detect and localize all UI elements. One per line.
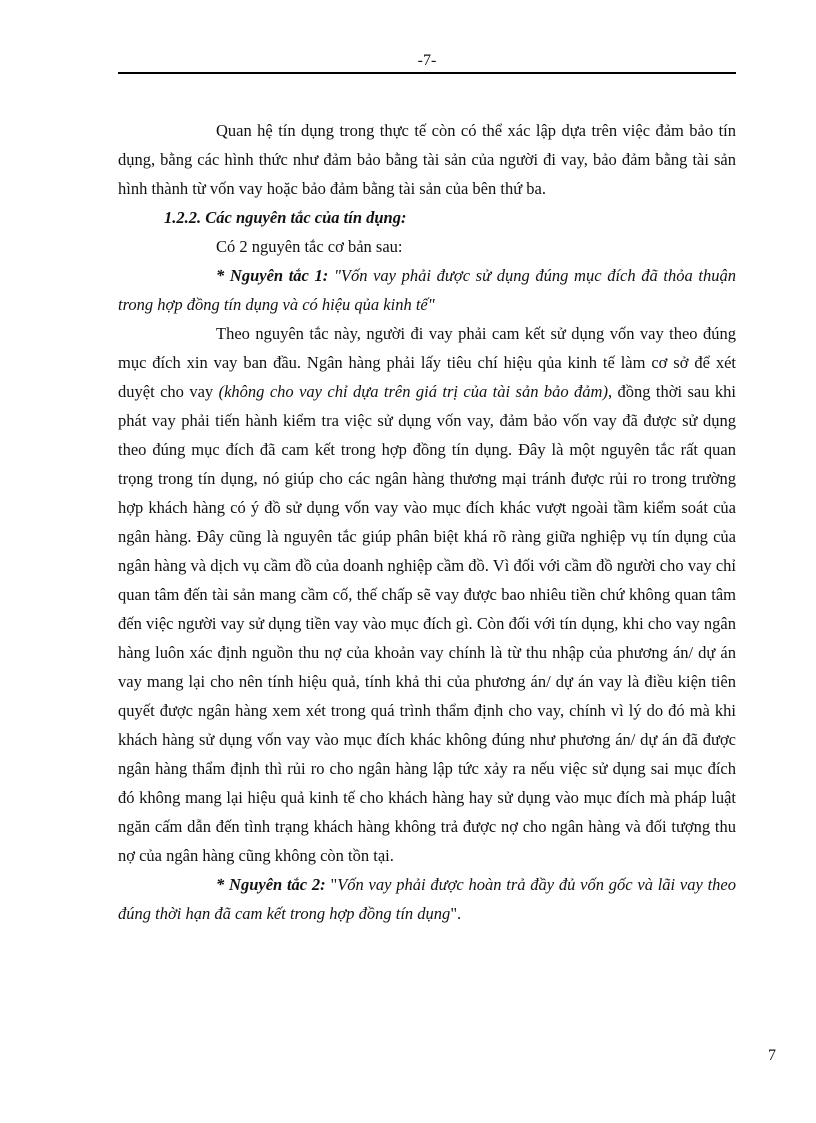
paragraph-credit-relations: Quan hệ tín dụng trong thực tế còn có thể xác lập dựa trên việc đảm bảo tín dụng, bằng các hình thức như đảm bảo bằng tài sản của người đi vay, bảo đảm bằng tài sản hình thành từ vốn vay hoặc bảo đảm bằng tài sản của bên thứ ba. [118,121,736,198]
explanation-part-2: , đồng thời sau khi phát vay phải tiến hành kiểm tra việc sử dụng vốn vay, đảm bảo vốn vay đã được sử dụng theo đúng mục đích đã cam kết trong hợp đồng tín dụng. Đây là một nguyên tắc rất quan trọng trong tín dụng, nó giúp cho các ngân hàng thương mại tránh được rủi ro trong trường hợp khách hàng có ý đồ sử dụng vốn vay vào mục đích khác vượt ngoài tầm kiểm soát của ngân hàng. Đây cũng là nguyên tắc giúp phân biệt khá rõ ràng giữa nghiệp vụ tín dụng của ngân hàng và dịch vụ cầm đồ của doanh nghiệp cầm đồ. Vì đối với cầm đồ người cho vay chỉ quan tâm đến tài sản mang cầm cố, thế chấp sẽ vay được bao nhiêu tiền chứ không quan tâm đến việc người vay sử dụng tiền vay vào mục đích gì. Còn đối với tín dụng, khi cho vay ngân hàng luôn xác định nguồn thu nợ của khoản vay chính là từ thu nhập của phương án/ dự án vay mang lại cho nên tính hiệu quả, tính khả thi của phương án/ dự án vay là điều kiện tiên quyết được ngân hàng xem xét trong quá trình thẩm định cho vay, chính vì lý do đó mà khi khách hàng sử dụng vốn vay vào mục đích khác không đúng như phương án/ dự án đã được ngân hàng thẩm định thì rủi ro cho ngân hàng lập tức xảy ra nếu việc sử dụng sai mục đích đó không mang lại hiệu quả kinh tế cho khách hàng hay sử dụng vào mục đích mà pháp luật ngăn cấm dẫn đến tình trạng khách hàng không trả được nợ cho ngân hàng và đối tượng thu nợ của ngân hàng cũng không còn tồn tại. [118,382,736,865]
principle-1-label: * Nguyên tắc 1: [216,266,329,285]
header-rule [118,72,736,74]
page-header: -7- [417,52,437,69]
principle-2 [118,870,736,928]
principle-2-text: Vốn vay phải được hoàn trả đầy đủ vốn gốc và lãi vay theo đúng thời hạn đã cam kết trong hợp đồng tín dụng [118,875,736,923]
explanation-italic: (không cho vay chỉ dựa trên giá trị của tài sản bảo đảm) [218,382,608,401]
principle-2-label: * Nguyên tắc 2: [216,875,326,894]
explanation-part-1: Theo nguyên tắc này, người đi vay phải cam kết sử dụng vốn vay theo đúng mục đích xin vay ban đầu. Ngân hàng phải lấy tiêu chí hiệu qủa kinh tế làm cơ sở để xét duyệt cho vay [118,324,736,401]
principle-1-text: "Vốn vay phải được sử dụng đúng mục đích đã thỏa thuận trong hợp đồng tín dụng và có hiệu qủa kinh tế" [118,266,736,314]
page-number: 7 [768,1047,776,1064]
principle-1 [118,261,736,319]
principle-2-quote-close: ". [450,904,462,923]
document-body [118,116,736,928]
principle-2-quote-open: " [330,875,338,894]
paragraph-principle-1-explanation [118,319,736,870]
section-heading: 1.2.2. Các nguyên tắc của tín dụng: [164,208,407,227]
intro-text: Có 2 nguyên tắc cơ bản sau: [216,237,403,256]
